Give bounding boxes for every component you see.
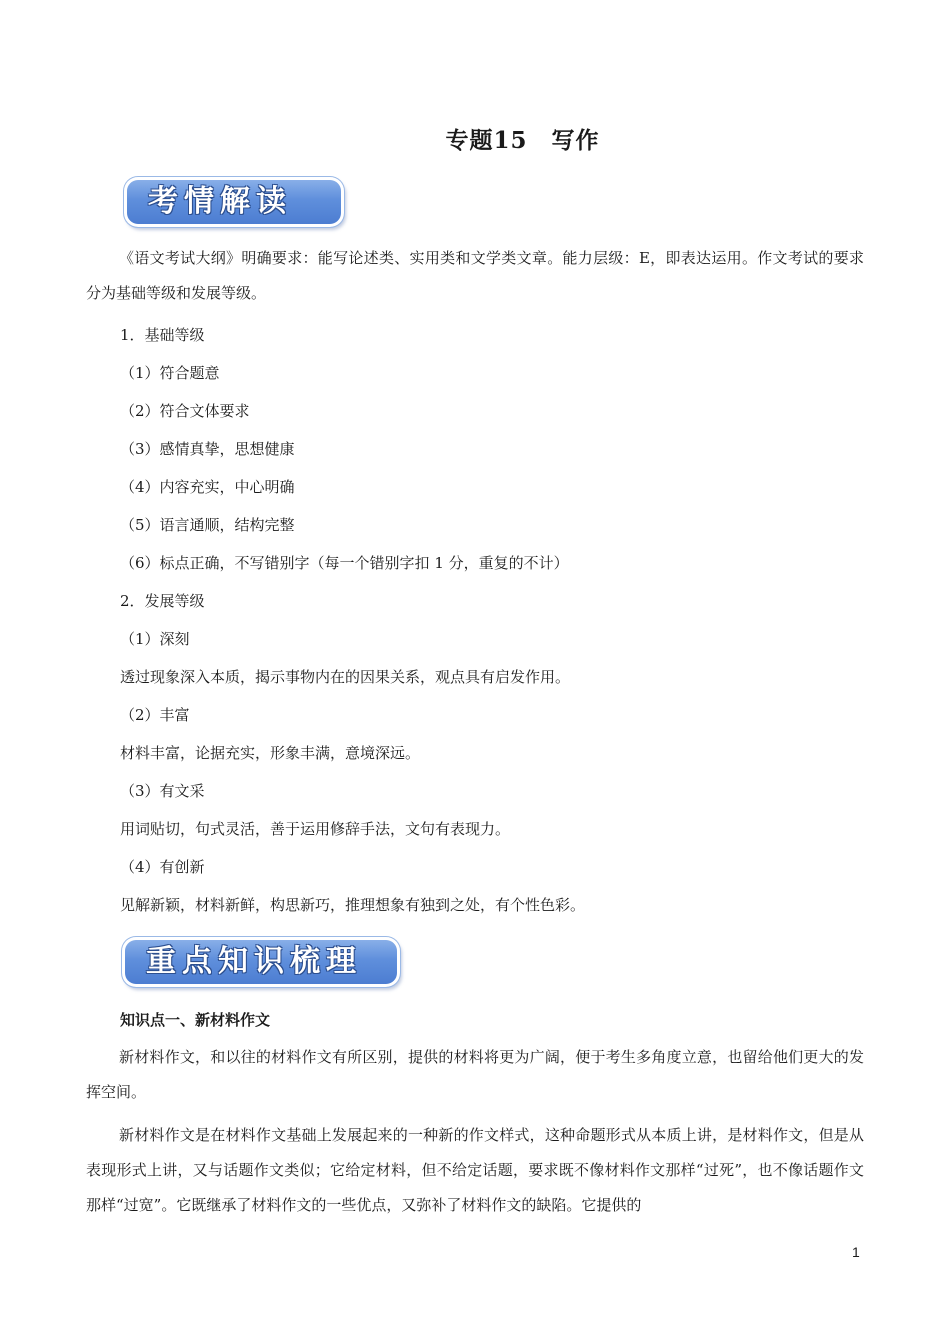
- list-item: （6）标点正确，不写错别字（每一个错别字扣 1 分，重复的不计）: [120, 554, 569, 572]
- list-item: （2）丰富: [120, 706, 190, 724]
- body-paragraph: 新材料作文是在材料作文基础上发展起来的一种新的作文样式，这种命题形式从本质上讲，是材料作文，但是从表现形式上讲，又与话题作文类似；它给定材料，但不给定话题，要求既不像材料作文那样“过死”，也不像话题作文那样“过宽”。它既继承了材料作文的一些优点，又弥补了材料作文的缺陷。它提供的: [86, 1126, 864, 1214]
- list-item: （4）有创新: [120, 858, 205, 876]
- page-number: 1: [852, 1244, 860, 1260]
- list-item: 透过现象深入本质，揭示事物内在的因果关系，观点具有启发作用。: [120, 668, 571, 686]
- list-item: （2）符合文体要求: [120, 402, 250, 420]
- list-item: 2．发展等级: [120, 592, 205, 610]
- section-banner-key-knowledge: 重点知识梳理: [122, 937, 400, 987]
- list-item: 材料丰富，论据充实，形象丰满，意境深远。: [120, 744, 421, 762]
- list-item: （3）感情真挚，思想健康: [120, 440, 295, 458]
- list-item: （4）内容充实，中心明确: [120, 478, 295, 496]
- list-item: （1）深刻: [120, 630, 190, 648]
- list-item: 用词贴切，句式灵活，善于运用修辞手法，文句有表现力。: [120, 820, 511, 838]
- section-heading: 知识点一、新材料作文: [120, 1011, 271, 1029]
- list-item: （5）语言通顺，结构完整: [120, 516, 295, 534]
- list-item: （3）有文采: [120, 782, 205, 800]
- intro-paragraph: 《语文考试大纲》明确要求：能写论述类、实用类和文学类文章。能力层级：E，即表达运用。作文考试的要求分为基础等级和发展等级。: [86, 249, 864, 302]
- section-banner-exam-analysis: 考情解读: [124, 177, 344, 227]
- list-item: 见解新颖，材料新鲜，构思新巧，推理想象有独到之处，有个性色彩。: [120, 896, 586, 914]
- list-item: （1）符合题意: [120, 364, 220, 382]
- list-item: 1．基础等级: [120, 326, 205, 344]
- body-paragraph: 新材料作文，和以往的材料作文有所区别，提供的材料将更为广阔，便于考生多角度立意，也留给他们更大的发挥空间。: [86, 1048, 864, 1101]
- page-title: 专题15 写作: [445, 127, 600, 154]
